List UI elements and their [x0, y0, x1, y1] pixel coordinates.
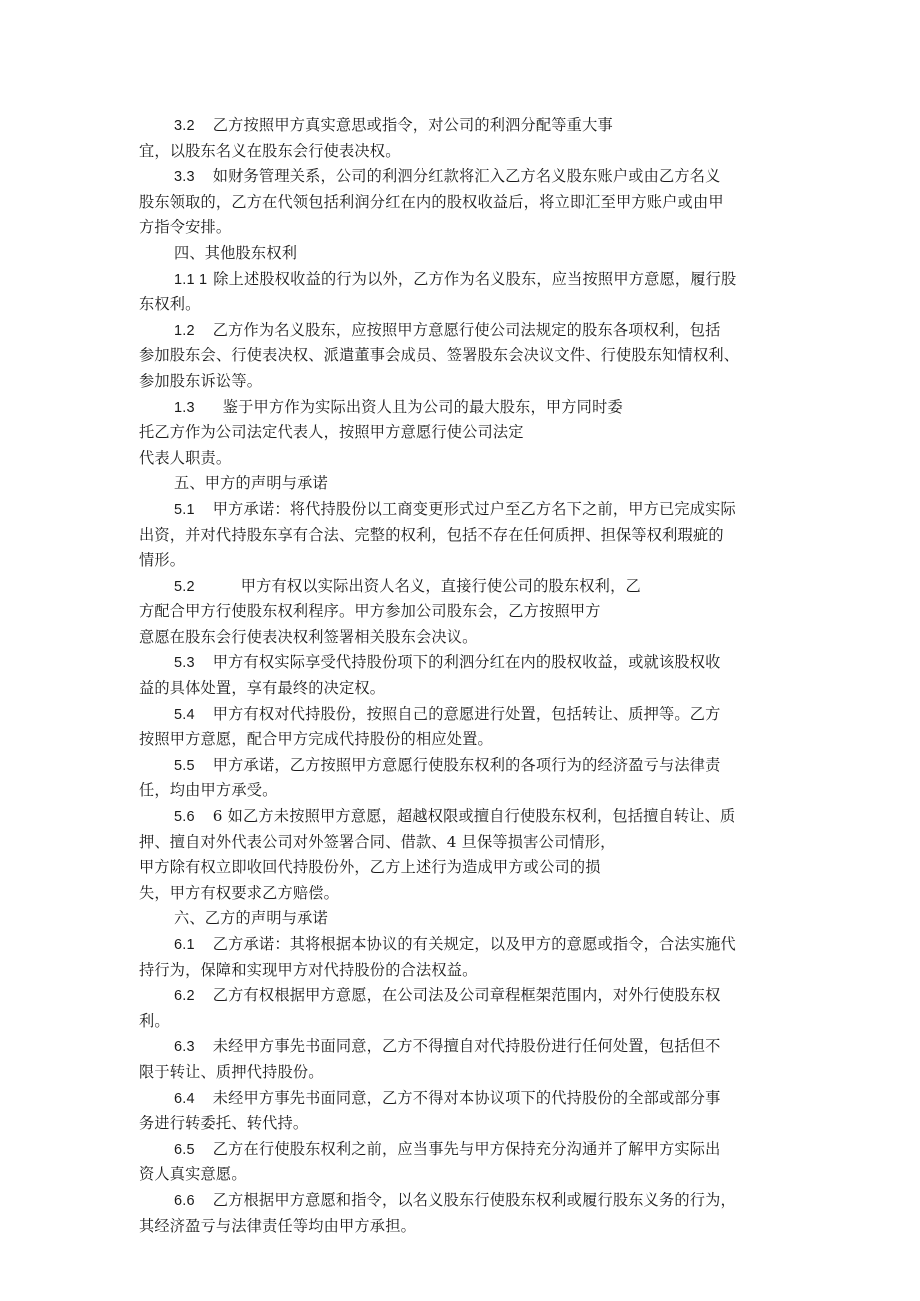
clause-text: 乙方在行使股东权利之前，应当事先与甲方保持充分沟通并了解甲方实际出	[212, 1139, 721, 1158]
clause-text: 股东领取的，乙方在代领包括利润分红在内的股权收益后，将立即汇至甲方账户或由甲	[139, 192, 724, 211]
clause-text: 甲方除有权立即收回代持股份外，乙方上述行为造成甲方或公司的损	[139, 858, 601, 877]
clause-number: 3.2	[174, 118, 195, 134]
text-line	[139, 650, 789, 676]
text-line	[139, 855, 789, 881]
text-line	[139, 1137, 789, 1163]
clause-number: 6.4	[174, 1090, 195, 1107]
clause-text: 六、乙方的声明与承诺	[174, 909, 328, 928]
text-line	[139, 906, 789, 932]
clause-number: 5.5	[174, 757, 195, 774]
text-line	[139, 1111, 789, 1137]
clause-number: 1.3	[174, 399, 195, 416]
clause-number: 5.1	[174, 501, 195, 518]
text-line	[139, 471, 789, 497]
clause-text: 甲方承诺，乙方按照甲方意愿行使股东权利的各项行为的经济盈亏与法律责	[212, 755, 721, 774]
clause-text: 五、甲方的声明与承诺	[174, 474, 328, 493]
text-line	[139, 753, 789, 779]
clause-text: 务进行转委托、转代持。	[139, 1114, 309, 1133]
clause-number: 5.6	[174, 809, 195, 826]
clause-text: 失，甲方有权要求乙方赔偿。	[139, 883, 340, 902]
clause-text: 方配合甲方行使股东权利程序。甲方参加公司股东会，乙方按照甲方	[139, 602, 601, 621]
clause-text: 鉴于甲方作为实际出资人且为公司的最大股东，甲方同时委	[222, 397, 623, 416]
text-line	[139, 676, 789, 702]
text-line	[139, 599, 789, 625]
text-line	[139, 1034, 789, 1060]
text-line	[139, 395, 789, 421]
text-line	[139, 1086, 789, 1112]
text-line	[139, 446, 789, 472]
clause-text: 情形。	[139, 551, 186, 570]
text-line	[139, 292, 789, 318]
text-line	[139, 881, 789, 907]
text-line	[139, 1214, 789, 1240]
text-line	[139, 958, 789, 984]
clause-text: 利。	[139, 1011, 170, 1030]
text-line	[139, 548, 789, 574]
clause-text: 意愿在股东会行使表决权利签署相关股东会决议。	[139, 627, 478, 646]
clause-text: 除上述股权收益的行为以外，乙方作为名义股东，应当按照甲方意愿，履行股	[213, 269, 737, 288]
text-line	[139, 164, 789, 190]
clause-number: 6.3	[174, 1039, 195, 1056]
text-line	[139, 702, 789, 728]
text-line	[139, 343, 789, 369]
clause-number: 5.4	[174, 706, 195, 723]
clause-text: 乙方按照甲方真实意思或指令，对公司的利泗分配等重大事	[212, 116, 613, 134]
text-line	[139, 523, 789, 549]
clause-text: 甲方有权实际享受代持股份项下的利泗分红在内的股权收益，或就该股权收	[212, 653, 721, 672]
clause-number: 3.3	[174, 169, 195, 186]
text-line	[139, 932, 789, 958]
clause-number: 1.1 1	[174, 271, 208, 288]
clause-text: 参加股东诉讼等。	[139, 371, 263, 390]
clause-text: 益的具体处置，享有最终的决定权。	[139, 679, 386, 698]
clause-number: 6.1	[174, 937, 195, 953]
clause-text: 乙方有权根据甲方意愿，在公司法及公司章程框架范围内，对外行使股东权	[212, 986, 721, 1005]
text-line	[139, 215, 789, 241]
clause-text: 代表人职责。	[139, 448, 232, 467]
clause-text: 乙方根据甲方意愿和指令，以名义股东行使股东权利或履行股东义务的行为，	[212, 1190, 736, 1209]
text-line	[139, 267, 789, 293]
clause-text: 持行为，保障和实现甲方对代持股份的合法权益。	[139, 960, 478, 979]
clause-text: 其经济盈亏与法律责任等均由甲方承担。	[139, 1216, 416, 1235]
clause-text: 限于转让、质押代持股份。	[139, 1062, 324, 1081]
text-line	[139, 778, 789, 804]
clause-number: 6.2	[174, 988, 195, 1005]
text-line	[139, 369, 789, 395]
clause-text: 按照甲方意愿，配合甲方完成代持股份的相应处置。	[139, 730, 493, 749]
clause-text: 方指令安排。	[139, 218, 232, 237]
clause-text: 东权利。	[139, 295, 201, 314]
clause-text: 宜，以股东名义在股东会行使表决权。	[139, 141, 401, 160]
clause-text: 甲方有权以实际出资人名义，直接行使公司的股东权利，乙	[240, 576, 641, 595]
clause-text: 如财务管理关系，公司的利泗分红款将汇入乙方名义股东账户或由乙方名义	[212, 167, 721, 186]
clause-text: 乙方承诺：其将根据本协议的有关规定，以及甲方的意愿或指令，合法实施代	[212, 935, 736, 953]
clause-text: 出资，并对代持股东享有合法、完整的权利，包括不存在任何质押、担保等权利瑕疵的	[139, 525, 724, 544]
clause-text: 甲方承诺：将代持股份以工商变更形式过户至乙方名下之前，甲方已完成实际	[212, 499, 736, 518]
text-line	[139, 190, 789, 216]
clause-number: 6.5	[174, 1141, 195, 1158]
document-body	[139, 113, 789, 1239]
text-line	[139, 830, 789, 856]
text-line	[139, 804, 789, 830]
text-line	[139, 139, 789, 165]
clause-text: 资人真实意愿。	[139, 1165, 247, 1184]
text-line	[139, 318, 789, 344]
text-line	[139, 497, 789, 523]
clause-text: 任，均由甲方承受。	[139, 781, 278, 800]
text-line	[139, 1009, 789, 1035]
text-line	[139, 1162, 789, 1188]
clause-text: 6 如乙方未按照甲方意愿，超越权限或擅自行使股东权利，包括擅自转让、质	[212, 807, 736, 826]
text-line	[139, 574, 789, 600]
text-line	[139, 983, 789, 1009]
text-line	[139, 1188, 789, 1214]
clause-text: 未经甲方事先书面同意，乙方不得擅自对代持股份进行任何处置，包括但不	[212, 1037, 721, 1056]
clause-text: 四、其他股东权利	[174, 243, 298, 262]
clause-text: 托乙方作为公司法定代表人，按照甲方意愿行使公司法定	[139, 423, 524, 442]
clause-number: 1.2	[174, 322, 195, 339]
text-line	[139, 1060, 789, 1086]
clause-text: 甲方有权对代持股份，按照自己的意愿进行处置，包括转让、质押等。乙方	[212, 704, 721, 723]
text-line	[139, 420, 789, 446]
clause-number: 5.2	[174, 578, 195, 595]
clause-number: 6.6	[174, 1192, 195, 1209]
text-line	[139, 727, 789, 753]
clause-text: 押、擅自对外代表公司对外签署合同、借款、4 旦保等损害公司情形，	[139, 832, 616, 851]
clause-text: 乙方作为名义股东，应按照甲方意愿行使公司法规定的股东各项权利，包括	[212, 320, 721, 339]
text-line	[139, 241, 789, 267]
clause-number: 5.3	[174, 655, 195, 672]
clause-text: 参加股东会、行使表决权、派遣董事会成员、签署股东会决议文件、行使股东知情权利、	[139, 346, 740, 365]
text-line	[139, 625, 789, 651]
text-line	[139, 113, 789, 139]
clause-text: 未经甲方事先书面同意，乙方不得对本协议项下的代持股份的全部或部分事	[212, 1088, 721, 1107]
